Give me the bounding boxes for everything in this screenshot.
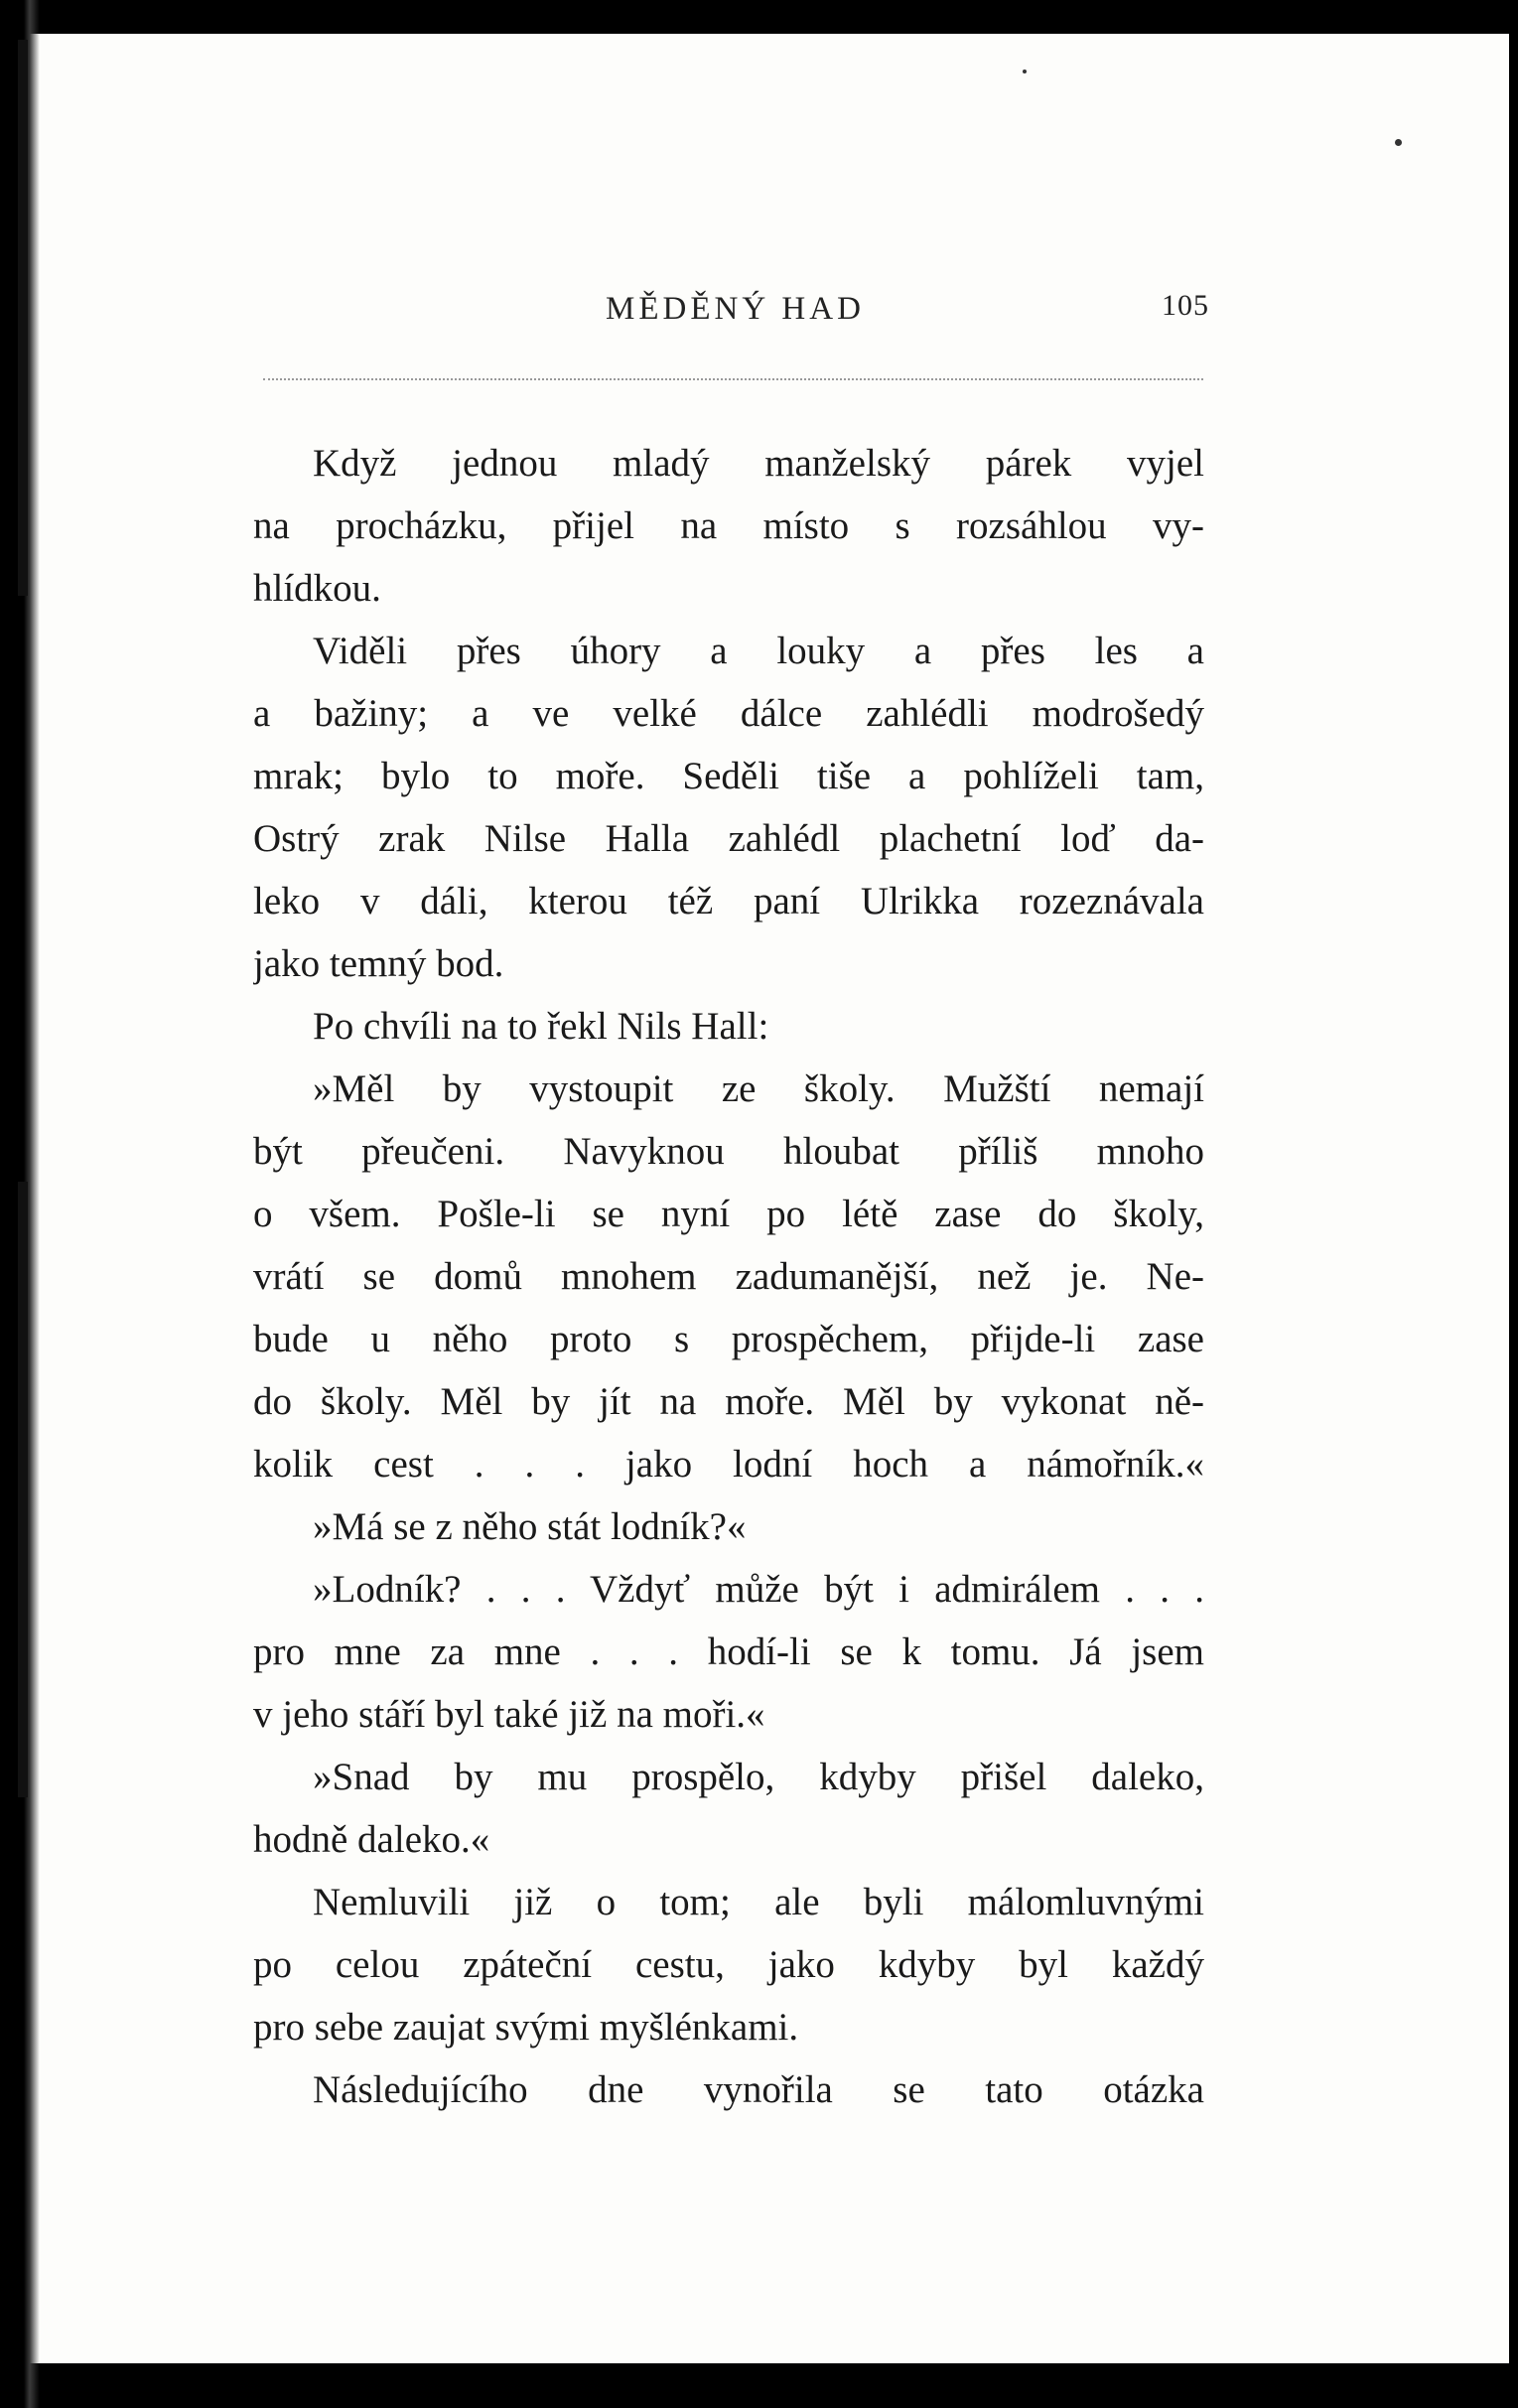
text-line: po celou zpáteční cestu, jako kdyby byl každý (253, 1943, 1204, 1986)
text-line: »Snad by mu prospělo, kdyby přišel daleko, (313, 1756, 1204, 1798)
running-head: MĚDĚNÝ HAD (606, 291, 865, 327)
text-line: v jeho stáří byl také již na moři.« (253, 1693, 765, 1736)
text-line: »Měl by vystoupit ze školy. Mužští nemají (313, 1067, 1204, 1110)
text-line: vrátí se domů mnohem zadumanější, než je. Ne- (253, 1255, 1204, 1298)
binding-mark-top (18, 40, 28, 596)
text-line: jako temný bod. (253, 942, 504, 985)
binding-mark-bottom (18, 1182, 28, 1797)
text-line: a bažiny; a ve velké dálce zahlédli modrošedý (253, 692, 1204, 735)
text-line: na procházku, přijel na místo s rozsáhlou vy- (253, 504, 1204, 547)
text-line: leko v dáli, kterou též paní Ulrikka rozeznávala (253, 880, 1204, 922)
text-line: Viděli přes úhory a louky a přes les a (313, 630, 1204, 672)
text-line: »Lodník? . . . Vždyť může být i admirálem . . . (313, 1568, 1204, 1611)
text-line: Ostrý zrak Nilse Halla zahlédl plachetní loď da- (253, 817, 1204, 860)
page-number: 105 (1162, 289, 1209, 322)
text-line: hlídkou. (253, 567, 381, 610)
text-line: Následujícího dne vynořila se tato otázka (313, 2068, 1204, 2111)
header-divider (263, 378, 1203, 380)
text-line: o všem. Pošle-li se nyní po létě zase do školy, (253, 1193, 1204, 1235)
speck (1395, 139, 1402, 146)
text-line: do školy. Měl by jít na moře. Měl by vykonat ně- (253, 1380, 1204, 1423)
text-line: být přeučeni. Navyknou hloubat příliš mnoho (253, 1130, 1204, 1173)
text-line: Když jednou mladý manželský párek vyjel (313, 442, 1204, 485)
text-line: mrak; bylo to moře. Seděli tiše a pohlíželi tam, (253, 755, 1204, 797)
text-line: pro sebe zaujat svými myšlénkami. (253, 2006, 799, 2049)
text-line: hodně daleko.« (253, 1818, 490, 1861)
speck (1023, 70, 1027, 73)
text-line: Po chvíli na to řekl Nils Hall: (313, 1005, 769, 1048)
text-line: pro mne za mne . . . hodí-li se k tomu. Já jsem (253, 1630, 1204, 1673)
text-line: bude u něho proto s prospěchem, přijde-li zase (253, 1318, 1204, 1360)
body-text (253, 432, 1204, 2121)
text-line: kolik cest . . . jako lodní hoch a námořník.« (253, 1443, 1204, 1486)
text-line: Nemluvili již o tom; ale byli málomluvnými (313, 1881, 1204, 1923)
text-line: »Má se z něho stát lodník?« (313, 1505, 747, 1548)
